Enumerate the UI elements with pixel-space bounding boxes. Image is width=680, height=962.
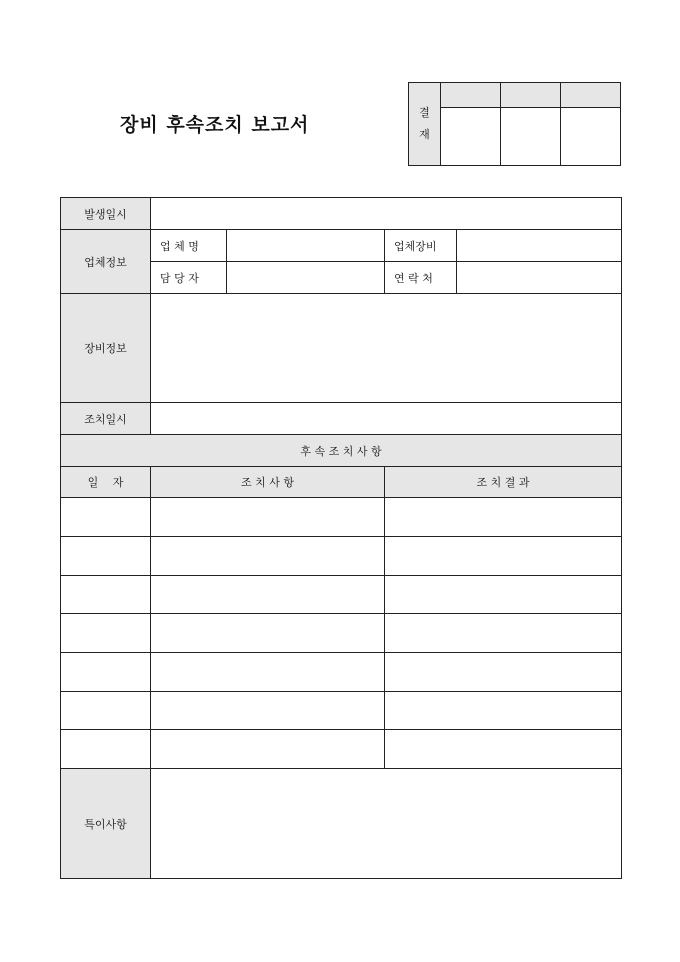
equipment-info-label: 장비정보	[61, 294, 151, 403]
report-form-table	[60, 197, 622, 879]
row-date-field[interactable]	[61, 537, 151, 576]
row-action-field[interactable]	[151, 730, 385, 769]
approval-label-bottom: 재	[419, 128, 430, 141]
document-title: 장비 후속조치 보고서	[120, 114, 310, 136]
company-info-label: 업체정보	[61, 230, 151, 294]
row-action-field[interactable]	[151, 537, 385, 576]
column-header-date: 일 자	[61, 467, 151, 498]
row-date-field[interactable]	[61, 576, 151, 614]
table-row	[61, 537, 622, 576]
column-header-action: 조 치 사 항	[151, 467, 385, 498]
row-date-field[interactable]	[61, 653, 151, 692]
approval-sign-cell-1[interactable]	[441, 108, 501, 166]
row-date-field[interactable]	[61, 498, 151, 537]
person-in-charge-label: 담 당 자	[151, 262, 227, 294]
row-result-field[interactable]	[385, 730, 622, 769]
table-row	[61, 730, 622, 769]
table-row	[61, 614, 622, 653]
company-name-label: 업 체 명	[151, 230, 227, 262]
approval-header-cell-3	[561, 83, 621, 108]
occurrence-date-label: 발생일시	[61, 198, 151, 230]
row-date-field[interactable]	[61, 692, 151, 730]
approval-label-top: 결	[419, 106, 430, 119]
row-action-field[interactable]	[151, 692, 385, 730]
row-result-field[interactable]	[385, 614, 622, 653]
row-date-field[interactable]	[61, 730, 151, 769]
row-action-field[interactable]	[151, 653, 385, 692]
remarks-label: 특이사항	[61, 769, 151, 879]
approval-sign-cell-2[interactable]	[501, 108, 561, 166]
person-in-charge-field[interactable]	[227, 262, 385, 294]
table-row	[61, 653, 622, 692]
column-header-result: 조 치 결 과	[385, 467, 622, 498]
row-result-field[interactable]	[385, 653, 622, 692]
company-name-field[interactable]	[227, 230, 385, 262]
approval-box	[408, 82, 621, 166]
contact-label: 연 락 처	[385, 262, 457, 294]
row-action-field[interactable]	[151, 614, 385, 653]
equipment-info-field[interactable]	[151, 294, 622, 403]
table-row	[61, 692, 622, 730]
row-action-field[interactable]	[151, 498, 385, 537]
row-result-field[interactable]	[385, 498, 622, 537]
row-result-field[interactable]	[385, 576, 622, 614]
row-result-field[interactable]	[385, 537, 622, 576]
occurrence-date-field[interactable]	[151, 198, 622, 230]
company-equipment-label: 업체장비	[385, 230, 457, 262]
approval-sign-cell-3[interactable]	[561, 108, 621, 166]
approval-header-cell-2	[501, 83, 561, 108]
row-result-field[interactable]	[385, 692, 622, 730]
table-row	[61, 498, 622, 537]
contact-field[interactable]	[457, 262, 622, 294]
approval-label	[409, 83, 441, 166]
remarks-field[interactable]	[151, 769, 622, 879]
approval-header-cell-1	[441, 83, 501, 108]
row-action-field[interactable]	[151, 576, 385, 614]
followup-section-title: 후 속 조 치 사 항	[61, 435, 622, 467]
action-date-field[interactable]	[151, 403, 622, 435]
company-equipment-field[interactable]	[457, 230, 622, 262]
action-date-label: 조치일시	[61, 403, 151, 435]
table-row	[61, 576, 622, 614]
row-date-field[interactable]	[61, 614, 151, 653]
